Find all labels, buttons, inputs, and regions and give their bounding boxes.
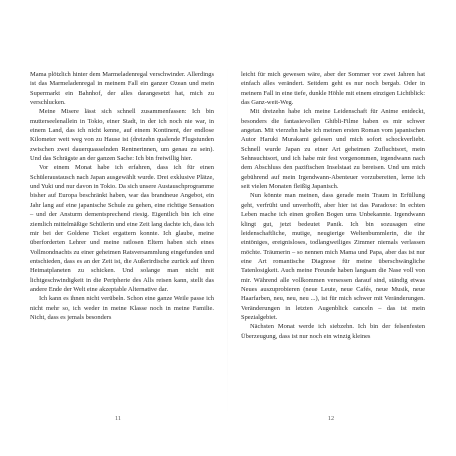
right-paragraph-1: leicht für mich gewesen wäre, aber der Sommer vor zwei Jahren hat einfach alles verändert. Seitdem geht es nur noch bergab. Oder in meinem Fall in eine tiefe, dunkle Höhle mit einem einzigen Lichtblick: das Ganz-weit-Weg. [241, 71, 425, 107]
left-page-number: 11 [115, 415, 121, 422]
right-page [241, 70, 425, 341]
left-paragraph-2: Meine Misere lässt sich schnell zusammenfassen: Ich bin mutterseelenallein in Tokio, einer Stadt, in der ich noch nie war, in einem Land, das ich nicht kenne, auf einem Kontinent, der endlose Kilometer weit weg von zu Hause ist (dreizehn qualende Flugstunden zwischen zwei dauerquasselnden Rentnerinnen, um genau zu sein). Und das Schrägste an der ganzen Sache: Ich bin freiwillig hier. [30, 108, 214, 163]
left-paragraph-3: Vor einem Monat habe ich erfahren, dass ich für einen Schüleraustausch nach Japan ausgewählt wurde. Drei exklusive Plätze, und Yuki und nur davon in Tokio. Da sich unsere Austauschprogramme bisher auf Europa beschränkt haben, war das brandneue Angebot, ein Jahr lang auf eine japanische Schule zu gehen, eine richtige Sensation – und der Ansturm dementsprechend riesig. Eigentlich bin ich eine ziemlich mittelmäßige Schülerin und eine Zeit lang dachte ich, dass ich mir bei der Goldene Ticket ergattern konnte. Ich glaube, meine überforderten Lehrer und meine ratlosen Eltern haben sich eines Vollmondnachts zu einer geheimen Ratsversammlung eingefunden und entschieden, dass es an der Zeit ist, die Außerirdische zurück auf ihren Heimatplaneten zu schicken. Und solange man nicht mit lichtgeschwindigkeit in die Peripherie des Alls reisen kann, stellt das andere Ende der Welt eine akzeptable Alternative dar. [30, 164, 214, 293]
right-paragraph-4: Nächsten Monat werde ich siebzehn. Ich bin der felsenfesten Überzeugung, dass ist nur noch ein winzig kleines [241, 323, 425, 340]
book-gutter [227, 60, 228, 420]
left-paragraph-1: Mama plötzlich hinter dem Marmeladenregal verschwinder. Allerdings ist das Marmeladenregal in meinem Fall ein ganzer Ozean und mein Supermarkt ein Bahnhof, der alles darangesetzt hat, mich zu verschlucken. [30, 71, 214, 107]
right-paragraph-3: Nun könnte man meinen, dass gerade mein Traum in Erfüllung geht, verfrüht und unverhofft, aber hier ist das Paradoxe: In echten Leben mache ich einen großen Bogen ums Unbekannte. Irgendwann klingt gut, jetzt bedeutet Panik. Ich bin sozusagen eine leidenschaftliche, mutige, neugierige Weltenbummlerin, die ihr eintöniges, ereignisloses, todlangweiliges Zimmer niemals verlassen möchte. Träumerin – so nennen mich Mama und Papa, aber das ist nur eine Art romantische Diagnose für meine überschwängliche Tatenlosigkeit. Auch meine Freunde haben langsam die Nase voll von mir. Während alle vollkommen versessen darauf sind, ständig etwas Neues auszuprobieren (neue Leute, neue Cafés, neue Musik, neue Haarfarben, neu, neu, neu ...), ist für mich schwer mit Veränderungen. Veränderungen in letzten Augenblick canceln – das ist mein Spezialgebiet. [241, 192, 425, 321]
right-paragraph-2: Mit dreizehn habe ich meine Leidenschaft für Anime entdeckt, besonders die fantasievollen Ghibli-Filme haben es mir schwer angetan. Mit vierzehn habe ich meinen ersten Roman vom japanischen Autor Haruki Murakami gelesen und mich sofort schockverliebt. Schnell wurde Japan zu einer Art geheimen Zufluchtsort, mein Sehnsuchtsort, und ich habe mir fest vorgenommen, irgendwann nach dem Abschluss den pazifischen Inselstaat zu bereisen. Und um mich gebührend auf mein Irgendwann-Abenteuer vorzubereiten, lerne ich seit vielen Monaten fleißig Japanisch. [241, 108, 425, 191]
left-paragraph-4: Ich kann es ihnen nicht verübeln. Schon eine ganze Weile passe ich nicht mehr so, ich weder in meine Klasse noch in meine Familie. Nicht, dass es jemals besonders [30, 295, 214, 321]
right-page-number: 12 [327, 415, 335, 422]
left-page [30, 70, 214, 322]
